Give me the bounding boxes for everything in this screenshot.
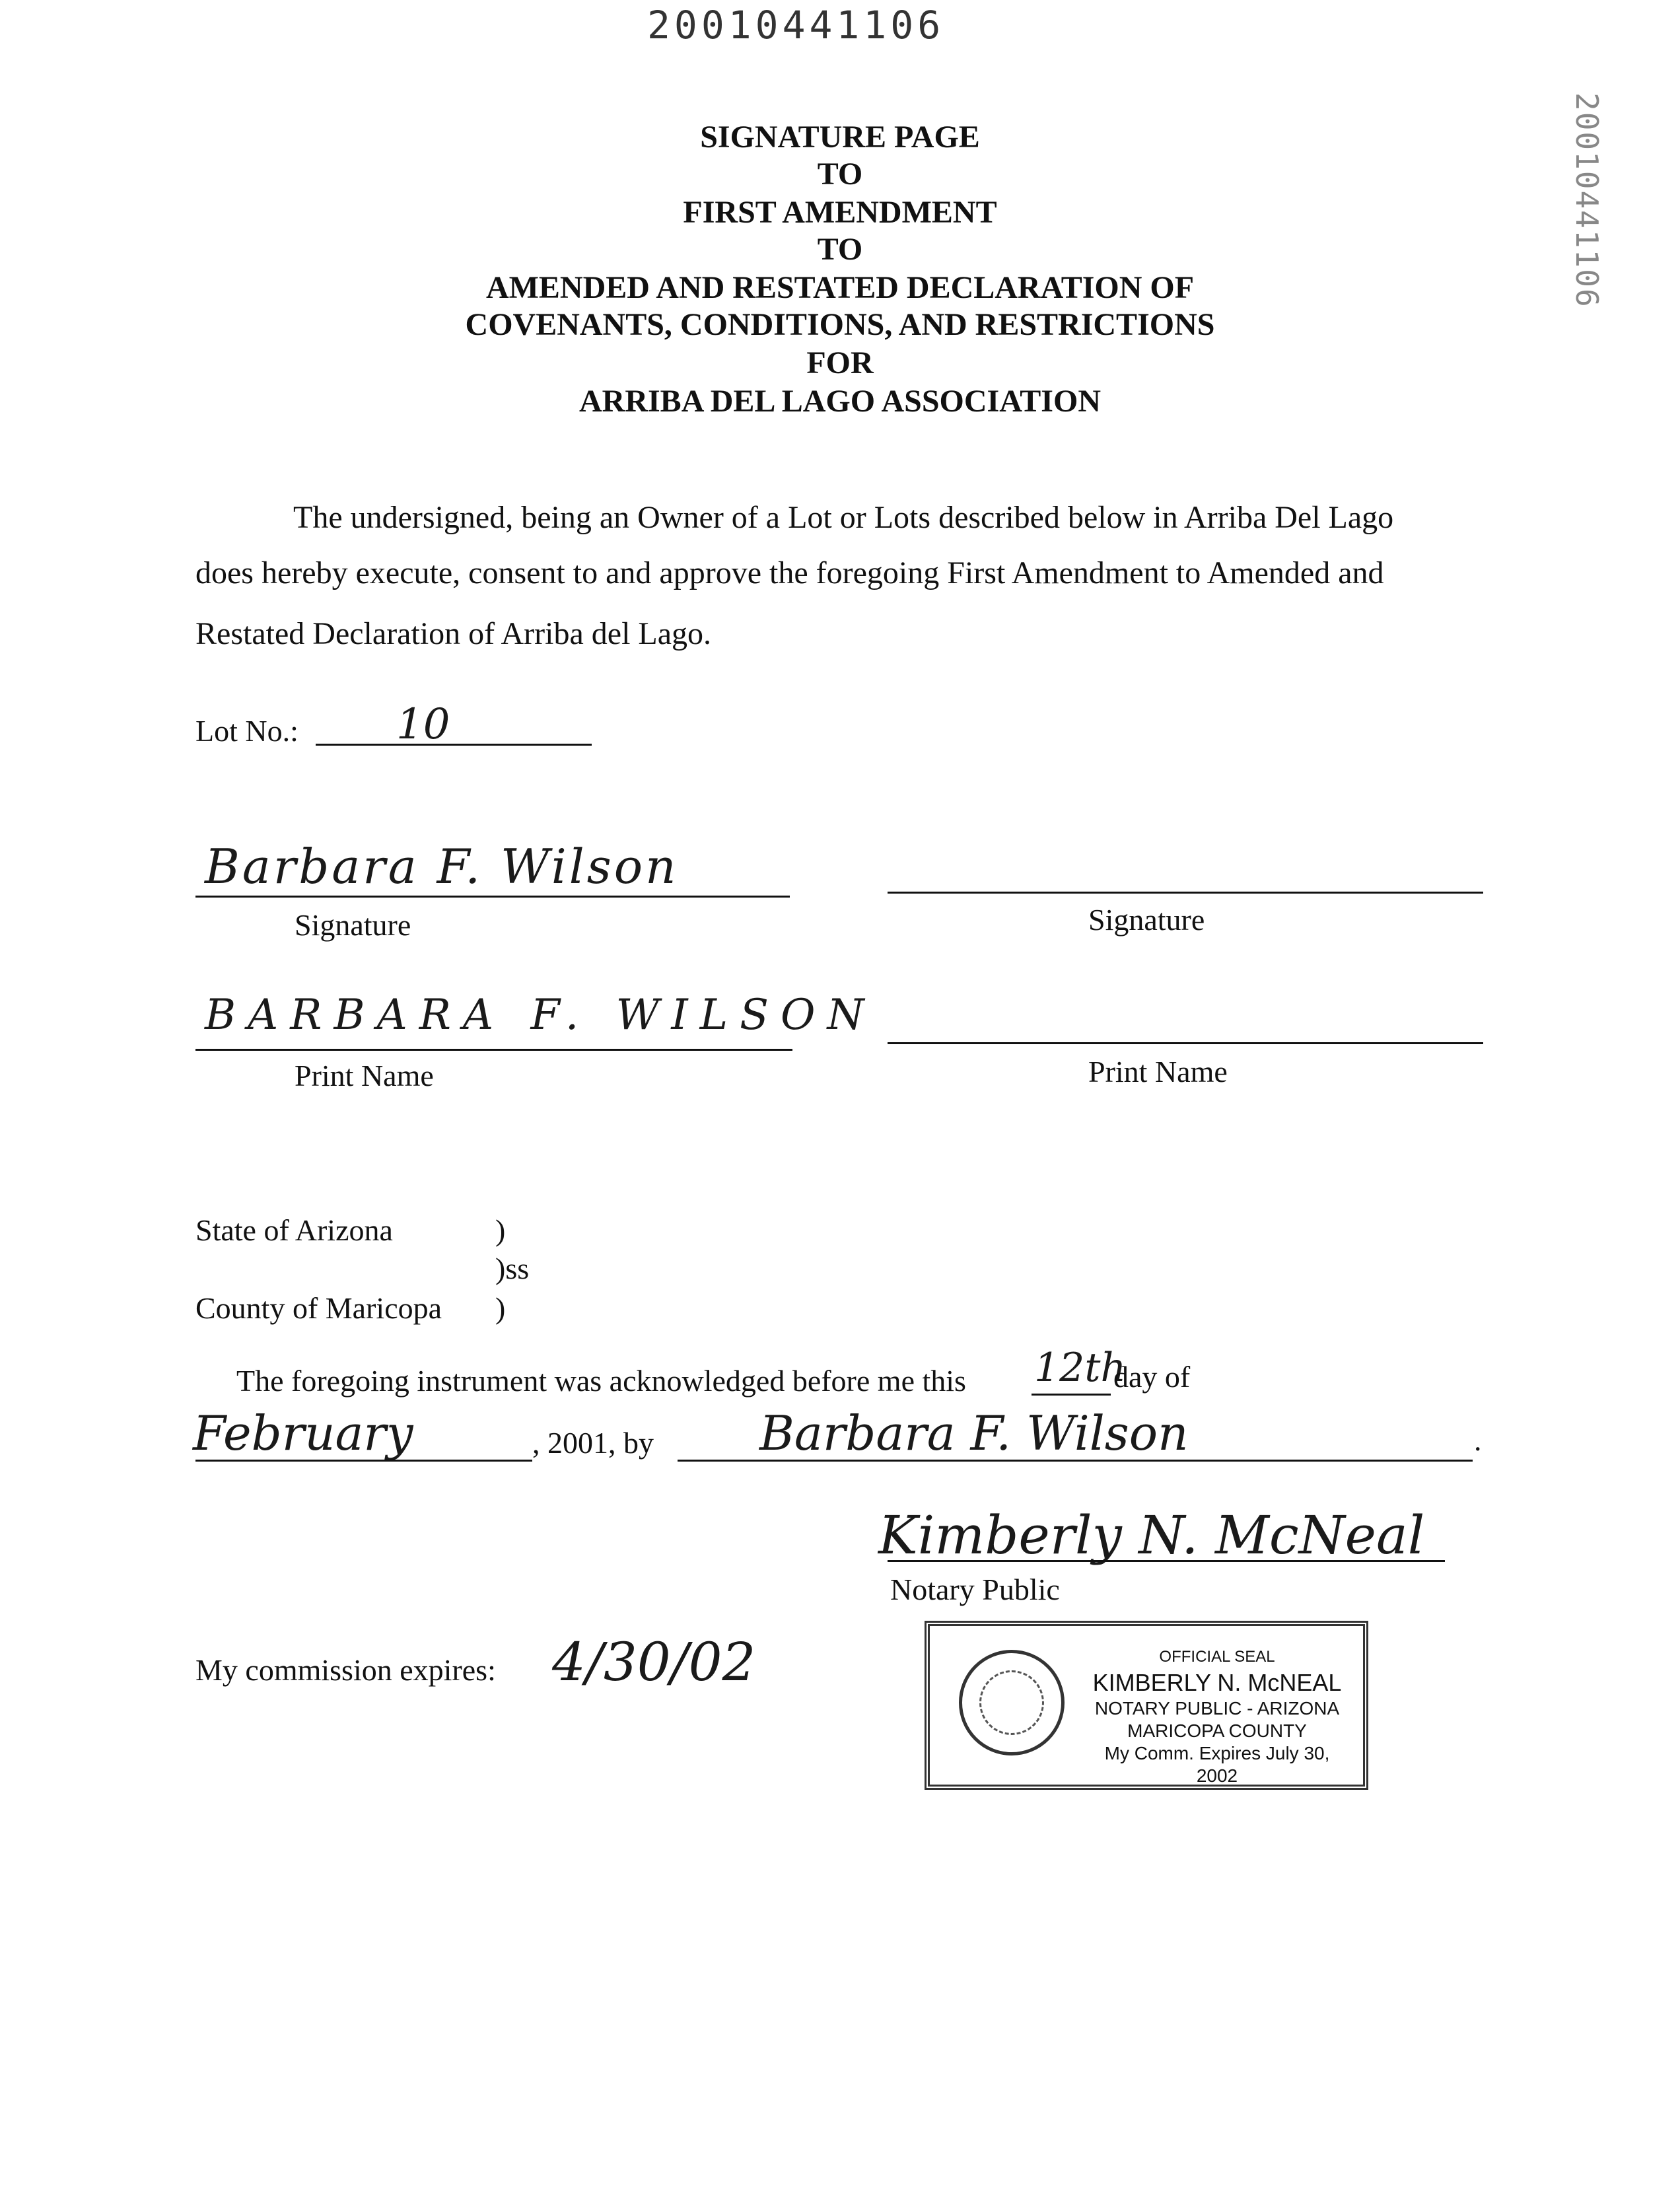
- side-stamp: 20010441106: [1569, 92, 1605, 308]
- title-line-7: FOR: [806, 345, 874, 380]
- seal-line-4: MARICOPA COUNTY: [1127, 1720, 1307, 1741]
- document-number: 20010441106: [647, 3, 945, 48]
- venue-paren-2: ): [495, 1291, 506, 1325]
- state-seal-emblem-icon: [959, 1650, 1065, 1755]
- seal-line-3: NOTARY PUBLIC - ARIZONA: [1094, 1698, 1340, 1719]
- print-name-label-1: Print Name: [295, 1059, 434, 1092]
- body-line-3: Restated Declaration of Arriba del Lago.: [195, 616, 712, 651]
- notary-seal: [925, 1621, 1368, 1790]
- title-line-4: TO: [817, 232, 863, 267]
- signature-line-2: [888, 892, 1483, 894]
- lot-value: 10: [396, 700, 450, 749]
- body-line-2: does hereby execute, consent to and approve the foregoing First Amendment to Amended and: [195, 555, 1384, 590]
- venue-ss: )ss: [495, 1252, 530, 1285]
- title-line-3: FIRST AMENDMENT: [683, 195, 997, 230]
- venue-state: State of Arizona: [195, 1213, 393, 1247]
- ack-name: Barbara F. Wilson: [759, 1405, 1189, 1461]
- ack-day-of: day of: [1113, 1360, 1191, 1394]
- title-line-1: SIGNATURE PAGE: [700, 120, 980, 155]
- ack-name-line: [678, 1460, 1473, 1462]
- ack-end: .: [1474, 1423, 1482, 1457]
- body-line-1: The undersigned, being an Owner of a Lot or Lots described below in Arriba Del Lago: [293, 500, 1394, 535]
- title-line-5: AMENDED AND RESTATED DECLARATION OF: [485, 270, 1195, 305]
- ack-text: The foregoing instrument was acknowledged before me this: [236, 1364, 966, 1398]
- notary-line: [888, 1560, 1445, 1562]
- ack-day-line: [1032, 1394, 1111, 1396]
- signer1-print-name: BARBARA F. WILSON: [205, 991, 876, 1040]
- notary-signature: Kimberly N. McNeal: [878, 1505, 1425, 1566]
- ack-year-by: , 2001, by: [532, 1426, 654, 1460]
- print-name-line-2: [888, 1042, 1483, 1044]
- title-line-2: TO: [817, 157, 863, 192]
- title-line-8: ARRIBA DEL LAGO ASSOCIATION: [579, 384, 1101, 419]
- lot-underline: [316, 744, 592, 746]
- ack-month-line: [195, 1460, 532, 1462]
- print-name-line-1: [195, 1049, 792, 1051]
- ack-day: 12th: [1034, 1345, 1127, 1391]
- signature-label-2: Signature: [1088, 903, 1205, 937]
- print-name-label-2: Print Name: [1088, 1055, 1228, 1088]
- title-line-6: COVENANTS, CONDITIONS, AND RESTRICTIONS: [465, 307, 1215, 342]
- seal-line-5: My Comm. Expires July 30, 2002: [1104, 1743, 1330, 1786]
- seal-line-1: OFFICIAL SEAL: [1159, 1648, 1275, 1666]
- venue-paren-1: ): [495, 1213, 506, 1247]
- commission-value: 4/30/02: [552, 1631, 756, 1693]
- signature-line-1: [195, 896, 790, 898]
- ack-month: February: [193, 1405, 413, 1461]
- signature-label-1: Signature: [295, 908, 411, 942]
- signer1-signature: Barbara F. Wilson: [205, 839, 679, 894]
- commission-label: My commission expires:: [195, 1653, 496, 1687]
- venue-county: County of Maricopa: [195, 1291, 442, 1325]
- seal-line-2: KIMBERLY N. McNEAL: [1092, 1669, 1342, 1696]
- notary-label: Notary Public: [890, 1573, 1060, 1606]
- seal-text: [1082, 1646, 1352, 1787]
- lot-label: Lot No.:: [195, 714, 298, 748]
